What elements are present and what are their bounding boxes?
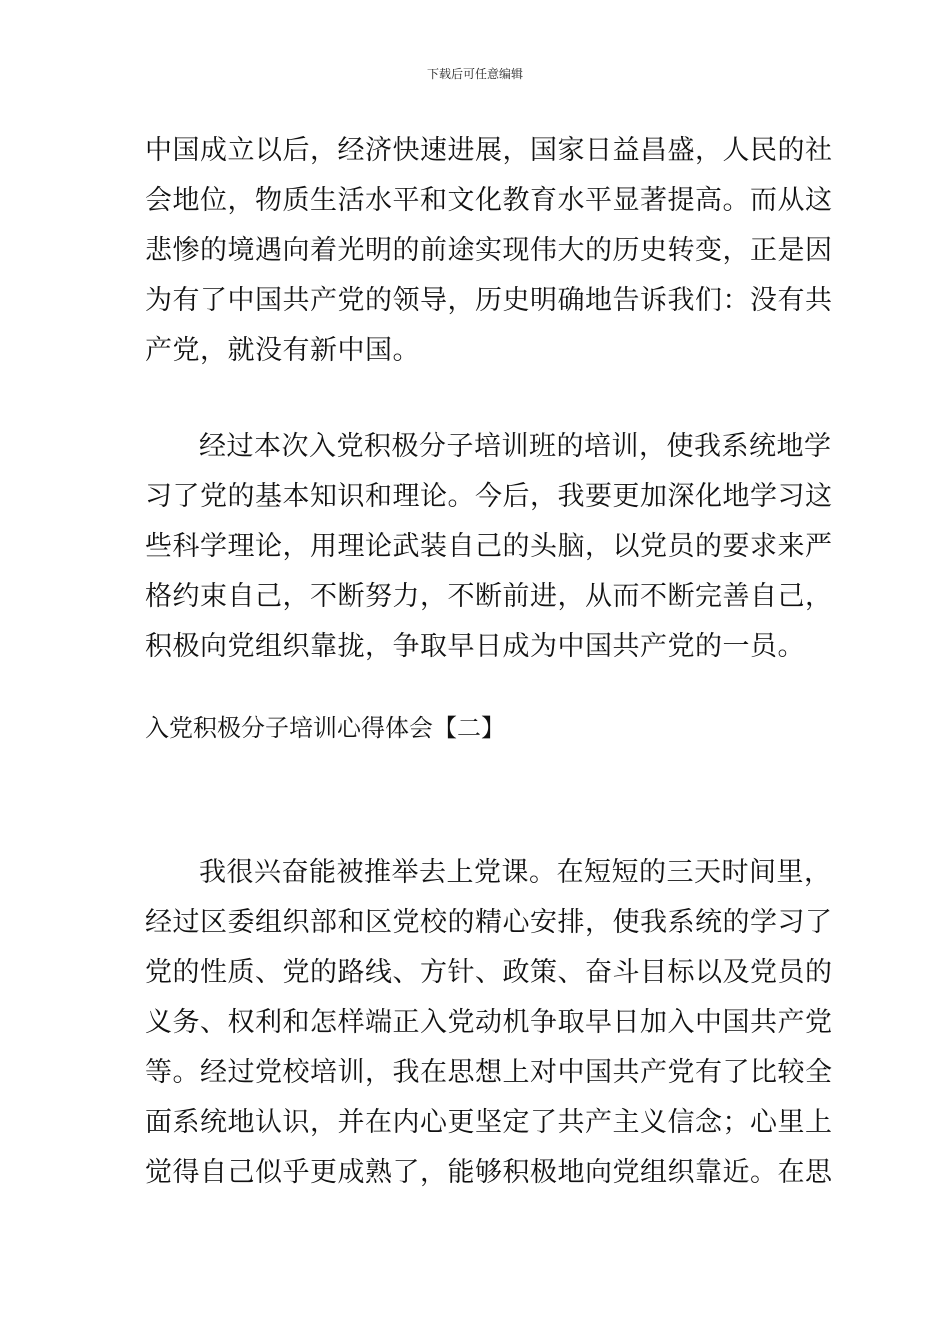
- paragraph-2: [145, 422, 833, 672]
- document-body: [145, 126, 833, 1198]
- text-line: 为有了中国共产党的领导，历史明确地告诉我们：没有共: [145, 285, 833, 316]
- text-line: 产党，就没有新中国。: [145, 335, 420, 366]
- text-line: 我很兴奋能被推举去上党课。在短短的三天时间里，: [199, 857, 832, 888]
- text-line: 等。经过党校培训，我在思想上对中国共产党有了比较全: [145, 1057, 833, 1088]
- text-line: 面系统地认识，并在内心更坚定了共产主义信念；心里上: [145, 1107, 833, 1138]
- text-line: 些科学理论，用理论武装自己的头脑，以党员的要求来严: [145, 531, 833, 562]
- paragraph-3: [145, 848, 833, 1198]
- text-line: 党的性质、党的路线、方针、政策、奋斗目标以及党员的: [145, 957, 833, 988]
- paragraph-1: [145, 126, 833, 376]
- text-line: 觉得自己似乎更成熟了，能够积极地向党组织靠近。在思: [145, 1157, 833, 1188]
- page-header: 下载后可任意编辑: [426, 67, 523, 81]
- text-line: 经过区委组织部和区党校的精心安排，使我系统的学习了: [145, 907, 833, 938]
- text-line: 中国成立以后，经济快速进展，国家日益昌盛，人民的社: [145, 135, 833, 166]
- text-line: 习了党的基本知识和理论。今后，我要更加深化地学习这: [145, 481, 833, 512]
- text-line: 悲惨的境遇向着光明的前途实现伟大的历史转变，正是因: [145, 235, 833, 266]
- text-line: 义务、权利和怎样端正入党动机争取早日加入中国共产党: [145, 1007, 833, 1038]
- text-line: 经过本次入党积极分子培训班的培训，使我系统地学: [199, 431, 832, 462]
- text-line: 格约束自己，不断努力，不断前进，从而不断完善自己，: [145, 581, 833, 612]
- text-line: 积极向党组织靠拢，争取早日成为中国共产党的一员。: [145, 631, 805, 662]
- section-heading: 入党积极分子培训心得体会【二】: [145, 714, 505, 742]
- text-line: 会地位，物质生活水平和文化教育水平显著提高。而从这: [145, 185, 833, 216]
